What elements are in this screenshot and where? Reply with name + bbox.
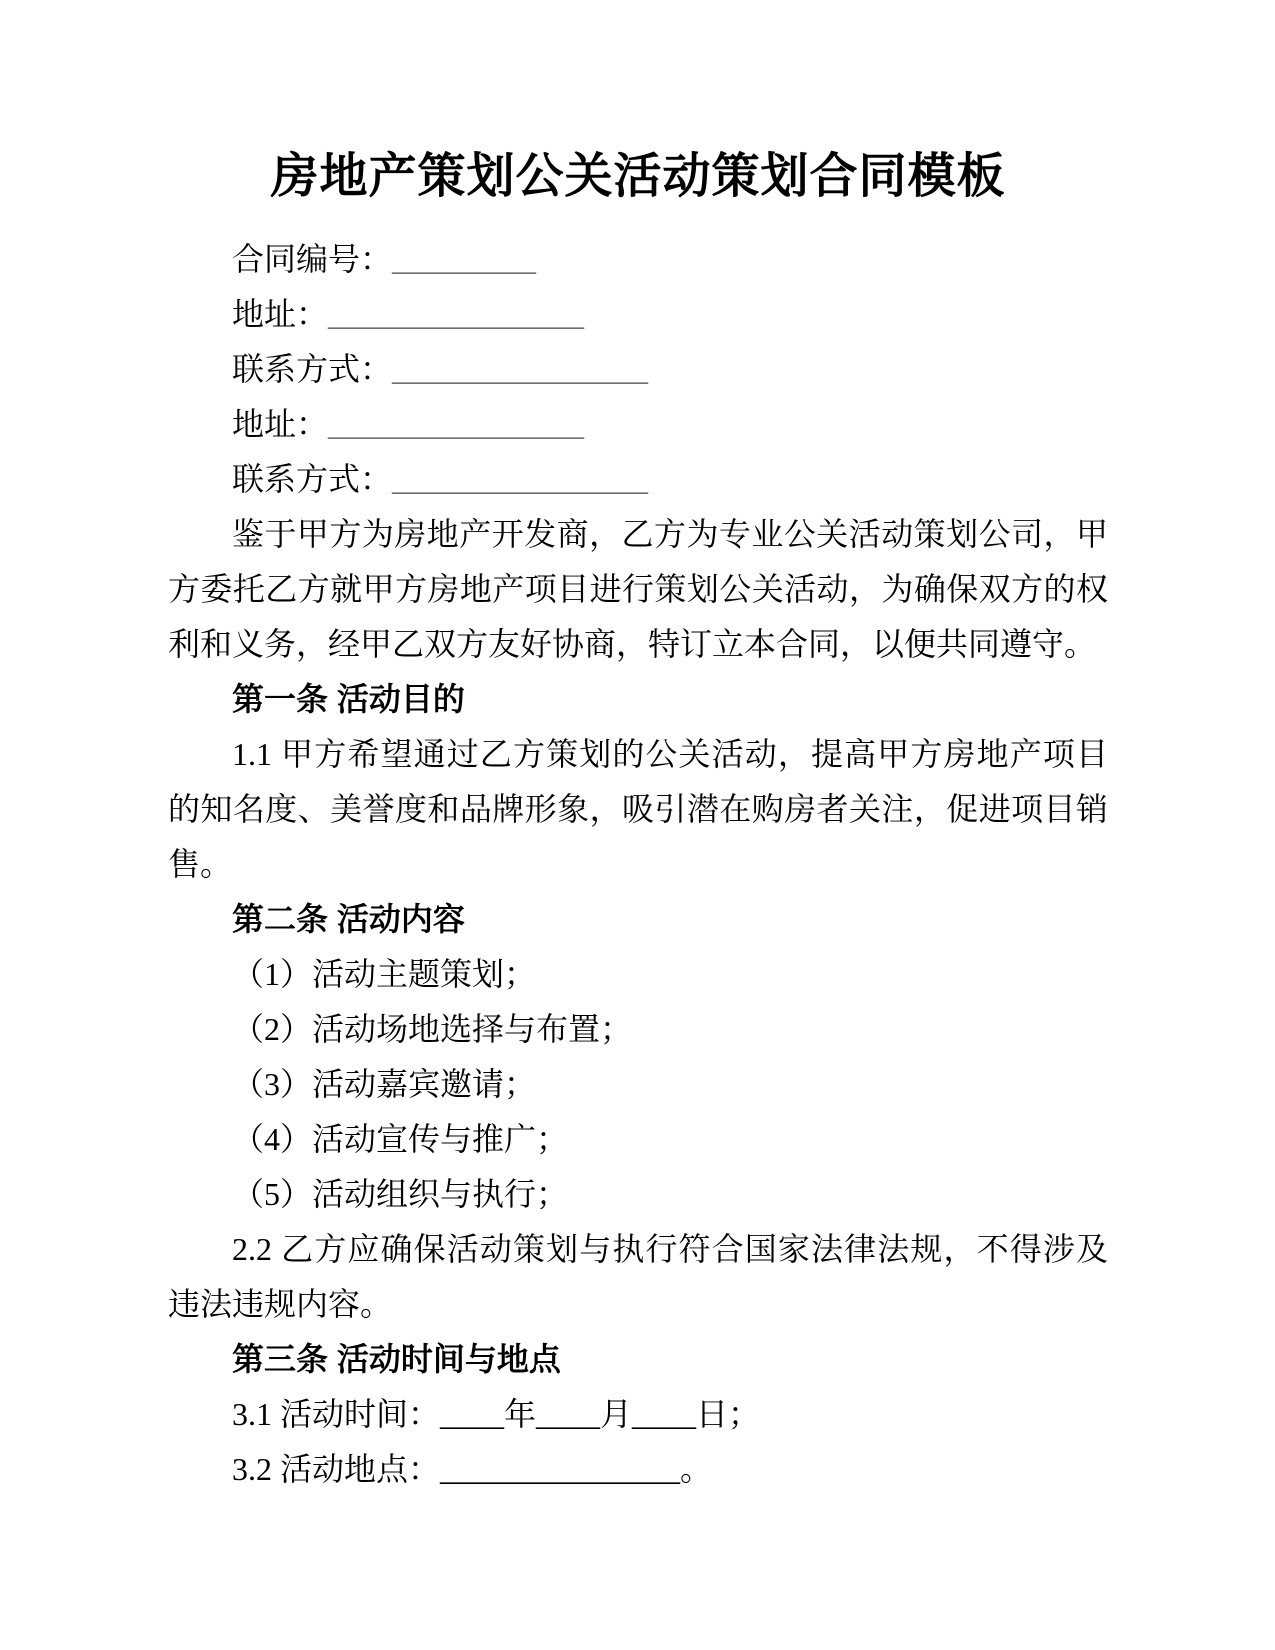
address-line-1 (168, 287, 1108, 342)
section-2-item-1: （1）活动主题策划； (232, 956, 537, 992)
section-2-item-4: （4）活动宣传与推广； (232, 1121, 569, 1157)
contact-label-2: 联系方式： (232, 461, 393, 497)
address-blank-1: ________________ (328, 296, 585, 332)
document-title: 房地产策划公关活动策划合同模板 (270, 150, 1006, 203)
section-1-heading: 第一条 活动目的 (232, 681, 465, 717)
contact-blank-1: ________________ (392, 351, 649, 387)
section-3-heading: 第三条 活动时间与地点 (232, 1341, 561, 1377)
address-blank-2: ________________ (328, 406, 585, 442)
contact-line-2 (168, 452, 1108, 507)
contract-number-line (168, 232, 1108, 287)
contact-blank-2: ________________ (392, 461, 649, 497)
section-2-heading: 第二条 活动内容 (232, 901, 465, 937)
contact-line-1 (168, 342, 1108, 397)
section-2-item-3: （3）活动嘉宾邀请； (232, 1066, 537, 1102)
section-1-paragraph-1-1: 1.1 甲方希望通过乙方策划的公关活动，提高甲方房地产项目的知名度、美誉度和品牌形象，吸引潜在购房者关注，促进项目销售。 (168, 736, 1108, 882)
address-label-2: 地址： (232, 406, 329, 442)
preamble-paragraph: 鉴于甲方为房地产开发商，乙方为专业公关活动策划公司，甲方委托乙方就甲方房地产项目进行策划公关活动，为确保双方的权利和义务，经甲乙双方友好协商，特订立本合同，以便共同遵守。 (168, 516, 1108, 662)
section-2-paragraph-2-2: 2.2 乙方应确保活动策划与执行符合国家法律法规，不得涉及违法违规内容。 (168, 1231, 1108, 1322)
section-2-item-2: （2）活动场地选择与布置； (232, 1011, 633, 1047)
contract-number-blank: _________ (392, 241, 537, 277)
event-location-line: 3.2 活动地点：_______________。 (232, 1451, 713, 1487)
contact-label-1: 联系方式： (232, 351, 393, 387)
event-time-line: 3.1 活动时间：____年____月____日； (232, 1396, 761, 1432)
address-label-1: 地址： (232, 296, 329, 332)
contract-number-label: 合同编号： (232, 241, 393, 277)
section-2-item-5: （5）活动组织与执行； (232, 1176, 569, 1212)
document-body (168, 232, 1108, 1497)
address-line-2 (168, 397, 1108, 452)
